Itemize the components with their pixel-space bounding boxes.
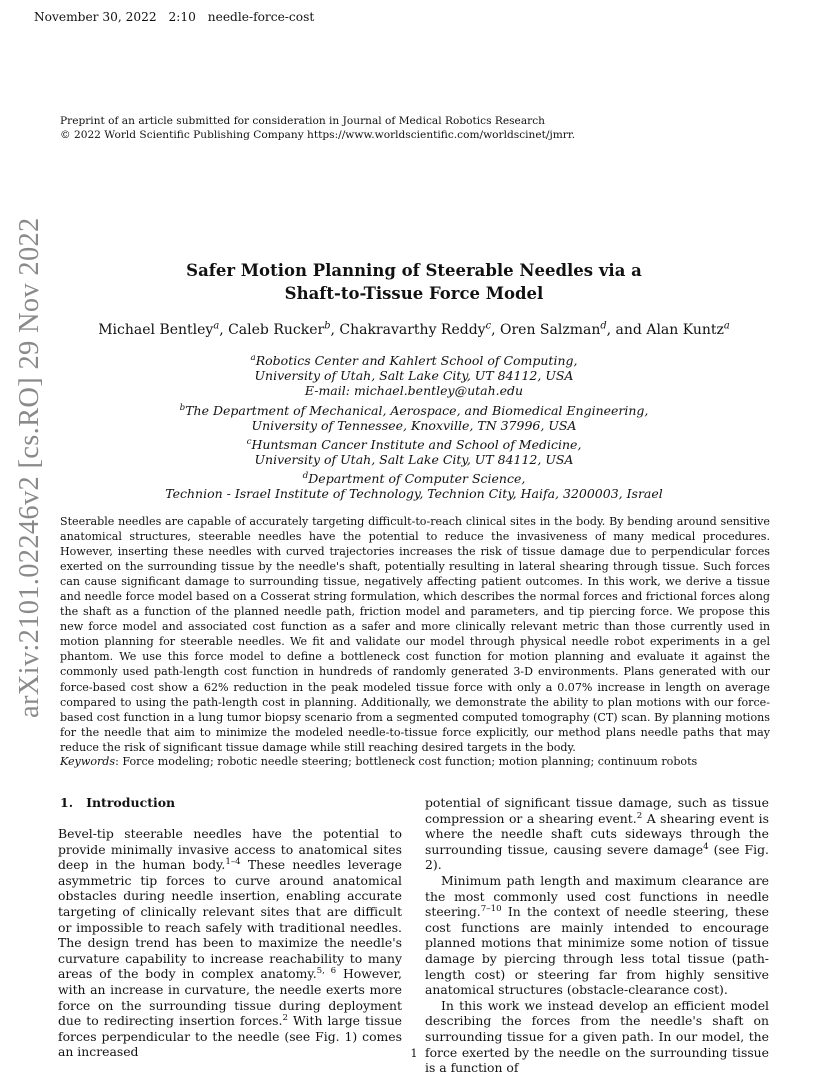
affil-mark: c: [246, 436, 252, 447]
author-list: Michael Bentley$^a$, Caleb Rucker$^b$, Chakravarthy Reddy$^c$, Oren Salzman$^d$, and Alan Kuntz$^a$: [98, 320, 730, 338]
right-column: [425, 795, 769, 1076]
right-paragraph-3: In this work we instead develop an efficient model describing the forces from the needle's shaft on surrounding tissue for a given path. In our model, the force exerted by the needle on the surrounding tissue is a function of: [425, 997, 769, 1076]
section-heading: [60, 795, 175, 810]
page-number: 1: [410, 1047, 418, 1060]
preprint-line-2: © 2022 World Scientific Publishing Company https://www.worldscientific.com/worldscinet/jmrr.: [60, 129, 576, 141]
citation: 2: [282, 1013, 288, 1023]
affil-mark: a: [250, 352, 256, 363]
left-column: [58, 826, 402, 1060]
affiliation-b: [0, 403, 828, 433]
keywords-label: Keywords: [60, 755, 116, 768]
affil-line: Technion - Israel Institute of Technology, Technion City, Haifa, 3200003, Israel: [165, 486, 663, 501]
header-time: 2:10: [168, 10, 196, 24]
author-mark: c: [485, 320, 492, 332]
right-paragraph-1: potential of significant tissue damage, such as tissue compression or a shearing event.$^2$ A shearing event is where the needle shaft cuts sideways through the surrounding tissue, causing severe damage$^4$ (see Fig. 2).: [425, 795, 769, 873]
preprint-notice: [60, 114, 575, 142]
affil-mark: d: [302, 470, 309, 481]
author-name: Michael Bentley: [98, 322, 214, 338]
author-mark: a: [213, 320, 220, 332]
citation: 7–10: [480, 904, 502, 915]
author-mark: b: [324, 320, 331, 332]
affil-line: University of Utah, Salt Lake City, UT 84112, USA: [254, 368, 574, 383]
affil-line: Robotics Center and Kahlert School of Computing,: [255, 353, 578, 368]
affil-line: University of Utah, Salt Lake City, UT 84112, USA: [254, 452, 574, 467]
preprint-line-1: Preprint of an article submitted for consideration in Journal of Medical Robotics Research: [60, 115, 545, 127]
author-name: Oren Salzman: [500, 322, 601, 338]
abstract: Steerable needles are capable of accurately targeting difficult-to-reach clinical sites in the body. By bending around sensitive anatomical structures, steerable needles have the potential to reduce the invasiveness of many medical procedures. However, inserting these needles with curved trajectories increases the risk of tissue damage due to perpendicular forces exerted on the surrounding tissue by the needle's shaft, potentially resulting in lateral shearing through tissue. Such forces can cause significant damage to surrounding tissue, negatively affecting patient outcomes. In this work, we derive a tissue and needle force model based on a Cosserat string formulation, which describes the normal forces and frictional forces along the shaft as a function of the planned needle path, friction model and parameters, and tip piercing force. We propose this new force model and associated cost function as a safer and more clinically relevant metric than those currently used in motion planning for steerable needles. We fit and validate our model through physical needle robot experiments in a gel phantom. We use this force model to define a bottleneck cost function for motion planning and evaluate it against the commonly used path-length cost function in hundreds of randomly generated 3-D environments. Plans generated with our force-based cost show a 62% reduction in the peak modeled tissue force with only a 0.07% increase in length on average compared to using the path-length cost in planning. Additionally, we demonstrate the ability to plan motions with our force-based cost function in a lung tumor biopsy scenario from a segmented computed tomography (CT) scan. By planning motions for the needle that aim to minimize the modeled needle-to-tissue force explicitly, our method plans needle paths that may reduce the risk of significant tissue damage while still reaching desired targets in the body.: [60, 515, 770, 754]
affil-line: The Department of Mechanical, Aerospace, and Biomedical Engineering,: [185, 403, 649, 418]
arxiv-stamp: arXiv:2101.02246v2 [cs.RO] 29 Nov 2022: [14, 217, 45, 718]
keywords-text: : Force modeling; robotic needle steering; bottleneck cost function; motion planning; continuum robots: [115, 755, 698, 768]
affil-line: Department of Computer Science,: [308, 471, 526, 486]
author-name: Chakravarthy Reddy: [339, 322, 486, 338]
author-mark: a: [723, 320, 730, 332]
affiliation-d: [0, 471, 828, 501]
affil-line: Huntsman Cancer Institute and School of Medicine,: [251, 437, 582, 452]
section-number: 1.: [60, 795, 74, 810]
keywords: [60, 755, 697, 768]
affiliation-a: [0, 353, 828, 398]
header-file: needle-force-cost: [207, 10, 315, 24]
affiliation-c: [0, 437, 828, 467]
author-mark: d: [600, 320, 607, 332]
author-name: Caleb Rucker: [228, 322, 325, 338]
section-title: Introduction: [86, 795, 176, 810]
running-header: [34, 10, 322, 24]
citation: 1–4: [225, 857, 241, 868]
left-paragraph: Bevel-tip steerable needles have the potential to provide minimally invasive access to anatomical sites deep in the human body.$^{1-4}$ These needles leverage asymmetric tip forces to curve around anatomical obstacles during needle insertion, enabling accurate targeting of clinically relevant sites that are difficult or impossible to reach safely with traditional needles. The design trend has been to maximize the needle's curvature capability to increase reachability to many areas of the body in complex anatomy.$^{5, 6}$ However, with an increase in curvature, the needle exerts more force on the surrounding tissue during deployment due to redirecting insertion forces.$^2$ With large tissue forces perpendicular to the needle (see Fig. 1) comes an increased: [58, 826, 403, 1060]
citation: 4: [703, 841, 709, 852]
citation: 5, 6: [316, 966, 337, 977]
author-name: Alan Kuntz: [646, 322, 724, 338]
header-date: November 30, 2022: [34, 10, 157, 24]
citation: 2: [636, 810, 643, 821]
title-line-1: Safer Motion Planning of Steerable Needles via a: [186, 261, 642, 280]
affil-email: E-mail: michael.bentley@utah.edu: [304, 383, 524, 398]
affil-line: University of Tennessee, Knoxville, TN 37996, USA: [251, 418, 577, 433]
affil-mark: b: [179, 402, 186, 413]
right-paragraph-2: Minimum path length and maximum clearance are the most commonly used cost functions in needle steering.$^{7-10}$ In the context of needle steering, these cost functions are mainly intended to encourage planned motions that minimize some notion of tissue damage by piercing through less total tissue (path-length cost) or steering far from highly sensitive anatomical structures (obstacle-clearance cost).: [425, 872, 769, 998]
paper-title: [0, 259, 828, 305]
title-line-2: Shaft-to-Tissue Force Model: [284, 284, 544, 303]
